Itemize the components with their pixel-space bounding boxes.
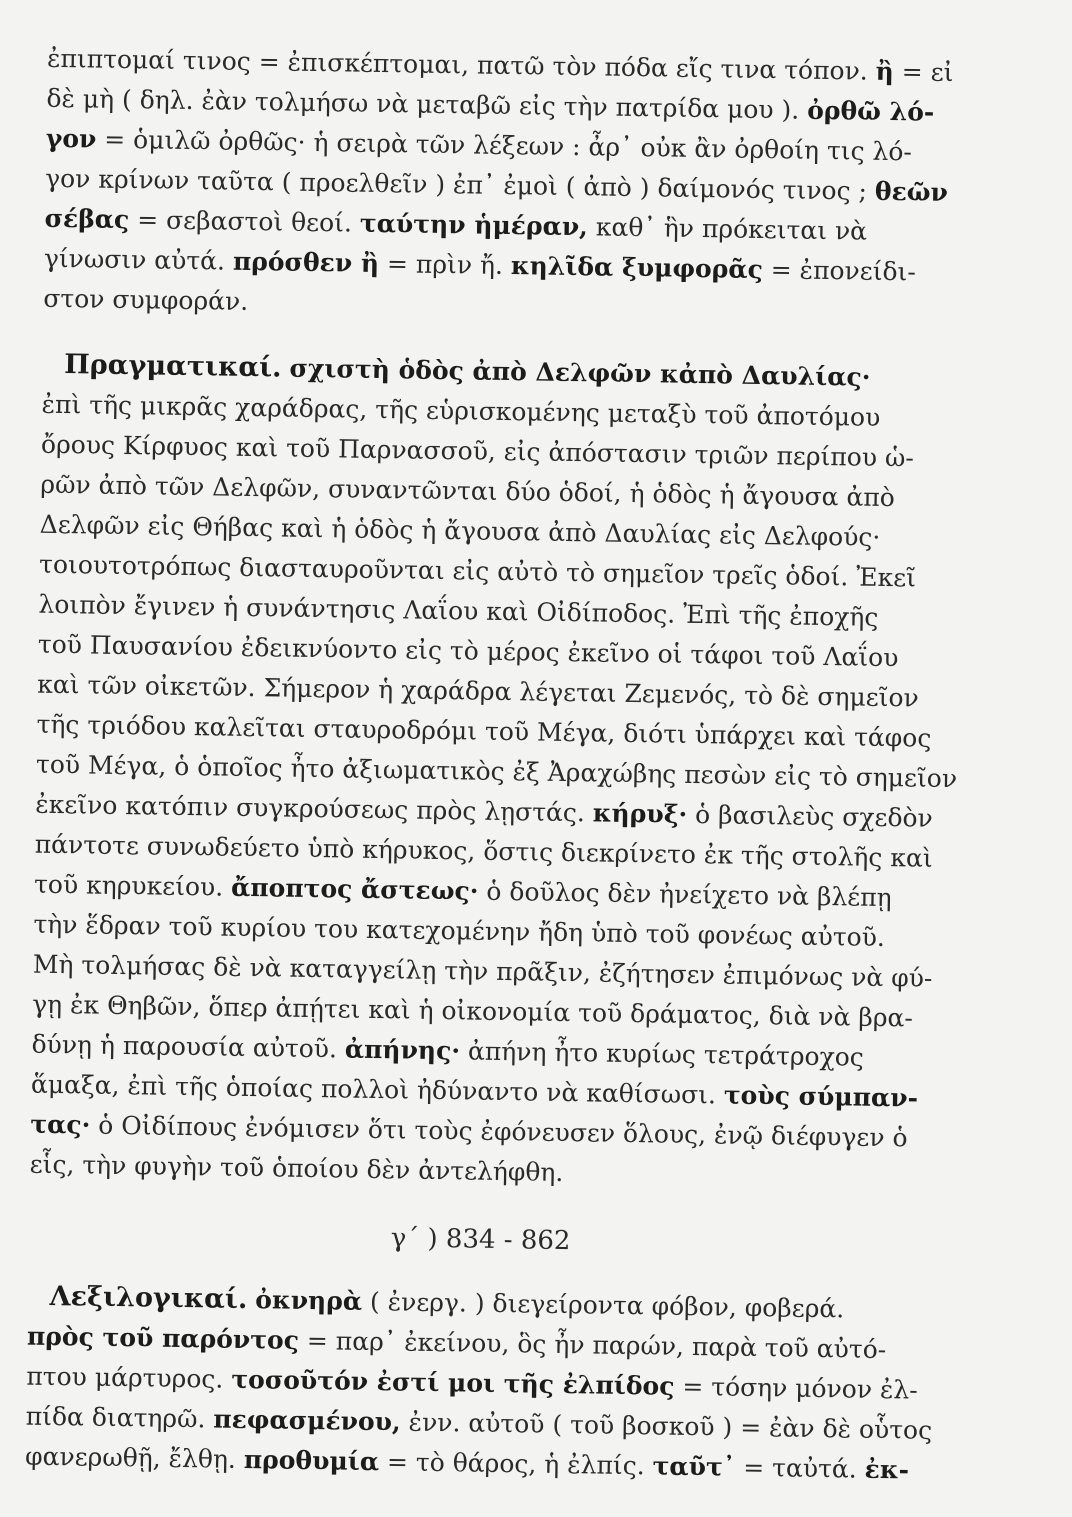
text-run: ὁ Οἰδίπους ἐνόμισεν ὅτι τοὺς ἐφόνευσεν ὅλους, ἐνῷ διέφυγεν ὁ [90,1110,908,1153]
commentary-paragraph-1 [43,39,991,334]
text-run: τοιουτοτρόπως διασταυροῦνται εἰς αὐτὸ τὸ σημεῖον τρεῖς ὁδοί. Ἐκεῖ [38,549,917,593]
lemma-term: ἀπήνης· [344,1034,461,1066]
text-run: ὄρους Κίρφυος καὶ τοῦ Παρνασσοῦ, εἰς ἀπόστασιν τριῶν περίπου ὡ- [40,429,915,473]
text-run: ἐνν. αὐτοῦ ( τοῦ βοσκοῦ ) = ἐὰν δὲ οὗτος [400,1407,933,1445]
text-run: ἅμαξα, ἐπὶ τῆς ὁποίας πολλοὶ ἠδύναντο νὰ καθίσωσι. [30,1069,725,1110]
text-run: ἐκεῖνο κατόπιν συγκρούσεως πρὸς λῃστάς. [35,789,594,828]
text-run: καθ᾽ ἣν πρόκειται νὰ [587,212,868,246]
lemma-term: κηλῖδα ξυμφορᾶς [510,251,764,285]
text-run: = εἰ [893,57,954,87]
lemma-term: σέβας [44,203,130,235]
lemma-term: ἢ [875,56,895,87]
lemma-term: θεῶν [874,176,949,207]
text-run: τοῦ Μέγα, ὁ ὁποῖος ἦτο ἀξιωματικὸς ἐξ Ἀραχώβης πεσὼν εἰς τὸ σημεῖον [35,749,958,794]
lemma-term: πεφασμένου, [213,1404,401,1437]
text-run: ( ἐνεργ. ) διεγείροντα φόβον, φοβερά. [361,1286,845,1324]
text-run: φανερωθῇ, ἔλθῃ. [24,1441,245,1475]
text-run: = ὁμιλῶ ὀρθῶς· ἡ σειρὰ τῶν λέξεων : ἆρ᾽ οὐκ ἂν ὀρθοίη τις λό- [96,124,913,167]
section-label: γ΄ ) 834 - 862 [390,1223,571,1257]
text-run: δὲ μὴ ( δηλ. ἐὰν τολμήσω νὰ μεταβῶ εἰς τὴν πατρίδα μου ). [46,83,808,125]
text-run: ρῶν ἀπὸ τῶν Δελφῶν, συναντῶνται δύο ὁδοί, ἡ ὁδὸς ἡ ἄγουσα ἀπὸ [40,469,896,513]
lemma-term: πρὸς τοῦ παρόντος [26,1321,300,1355]
text-run: γῃ ἐκ Θηβῶν, ὅπερ ἀπῄτει καὶ ἡ οἰκονομία τοῦ δράματος, διὰ νὰ βρα- [32,989,914,1033]
text-run: τοῦ κηρυκείου. [33,869,232,902]
text-run: γίνωσιν αὐτά. [43,243,234,276]
text-run: γον κρίνων ταῦτα ( προελθεῖν ) ἐπ᾽ ἐμοὶ ( ἀπὸ ) δαίμονός τινος ; [44,163,876,206]
lemma-term: τας· [30,1109,91,1140]
text-run: = παρ᾽ ἐκείνου, ὃς ἦν παρών, παρὰ τοῦ αὐτό- [298,1325,887,1365]
lemma-term: ταύτην ἡμέραν, [359,208,589,242]
text-run: = τὸ θάρος, ἡ ἐλπίς. [378,1447,653,1481]
lemma-term: ἐκ- [864,1454,910,1485]
lemma-term: ἄποπτος ἄστεως· [230,872,479,906]
lemma-term: πρόσθεν ἢ [232,246,380,278]
lemma-term: Λεξιλογικαί. [49,1280,248,1316]
text-run: = πρὶν ἤ. [378,248,512,281]
text-run: εἷς, τὴν φυγὴν τοῦ ὁποίου δὲν ἀντελήφθη. [29,1149,564,1187]
text-run: ἀπήνη ἦτο κυρίως τετράτροχος [459,1036,865,1072]
lemma-term: κήρυξ· [592,798,688,829]
commentary-paragraph-lexical [25,1277,972,1492]
text-run: τὴν ἕδραν τοῦ κυρίου του κατεχομένην ἤδη ὑπὸ τοῦ φονέως αὐτοῦ. [33,909,886,953]
text-run: τῆς τριόδου καλεῖται σταυροδρόμι τοῦ Μέγα, διότι ὑπάρχει καὶ τάφος [36,709,932,753]
text-run: δύνῃ ἡ παρουσία αὐτοῦ. [31,1029,346,1064]
text-run: ἐπὶ τῆς μικρᾶς χαράδρας, τῆς εὑρισκομένης μεταξὺ τοῦ ἀποτόμου [41,389,881,432]
lemma-term: προθυμία [243,1445,380,1477]
text-run: στον συμφοράν. [43,283,249,316]
text-run: ὁ δοῦλος δὲν ἠνείχετο νὰ βλέπῃ [478,876,892,913]
text-run: = ταὐτά. [735,1452,865,1484]
text-run: πάντοτε συνωδεύετο ὑπὸ κήρυκος, ὅστις διεκρίνετο ἐκ τῆς στολῆς καὶ [34,829,933,873]
text-run: λοιπὸν ἔγινεν ἡ συνάντησις Λαΐου καὶ Οἰδίποδος. Ἐπὶ τῆς ἐποχῆς [38,589,879,632]
lemma-term: γον [45,123,97,154]
lemma-term: σχιστὴ ὁδὸς ἀπὸ Δελφῶν κἀπὸ Δαυλίας· [289,353,871,392]
lemma-term: τοσοῦτόν ἐστί μοι τῆς ἐλπίδος [231,1364,675,1401]
text-run: τοῦ Παυσανίου ἐδεικνύοντο εἰς τὸ μέρος ἐκεῖνο οἱ τάφοι τοῦ Λαΐου [37,629,899,673]
lemma-term: τοὺς σύμπαν- [723,1080,919,1113]
commentary-paragraph-realia [29,345,986,1200]
text-run: πτου μάρτυρος. [26,1361,232,1394]
text-run: = τόσην μόνον ἐλ- [674,1371,918,1405]
text-run: = ἐπονείδι- [762,255,917,287]
lemma-term: ὀκνηρὰ [255,1285,363,1316]
text-run: = σεβαστοὶ θεοί. [129,205,361,238]
text-run: καὶ τῶν οἰκετῶν. Σήμερον ἡ χαράδρα λέγεται Ζεμενός, τὸ δὲ σημεῖον [37,669,919,713]
text-run: Δελφῶν εἰς Θήβας καὶ ἡ ὁδὸς ἡ ἄγουσα ἀπὸ Δαυλίας εἰς Δελφούς· [39,509,881,552]
text-run: πίδα διατηρῶ. [25,1401,214,1434]
lemma-term: Πραγματικαί. [64,349,282,384]
text-run: ὁ βασιλεὺς σχεδὸν [686,799,933,833]
lemma-term: ὀρθῶ λό- [806,95,935,127]
lemma-term: ταῦτ᾽ [652,1451,736,1482]
text-run: Μὴ τολμήσας δὲ νὰ καταγγείλῃ τὴν πρᾶξιν, ἐζήτησεν ἐπιμόνως νὰ φύ- [32,949,933,993]
text-run: ἐπιπτομαί τινος = ἐπισκέπτομαι, πατῶ τὸν πόδα εἴς τινα τόπον. [46,43,876,86]
